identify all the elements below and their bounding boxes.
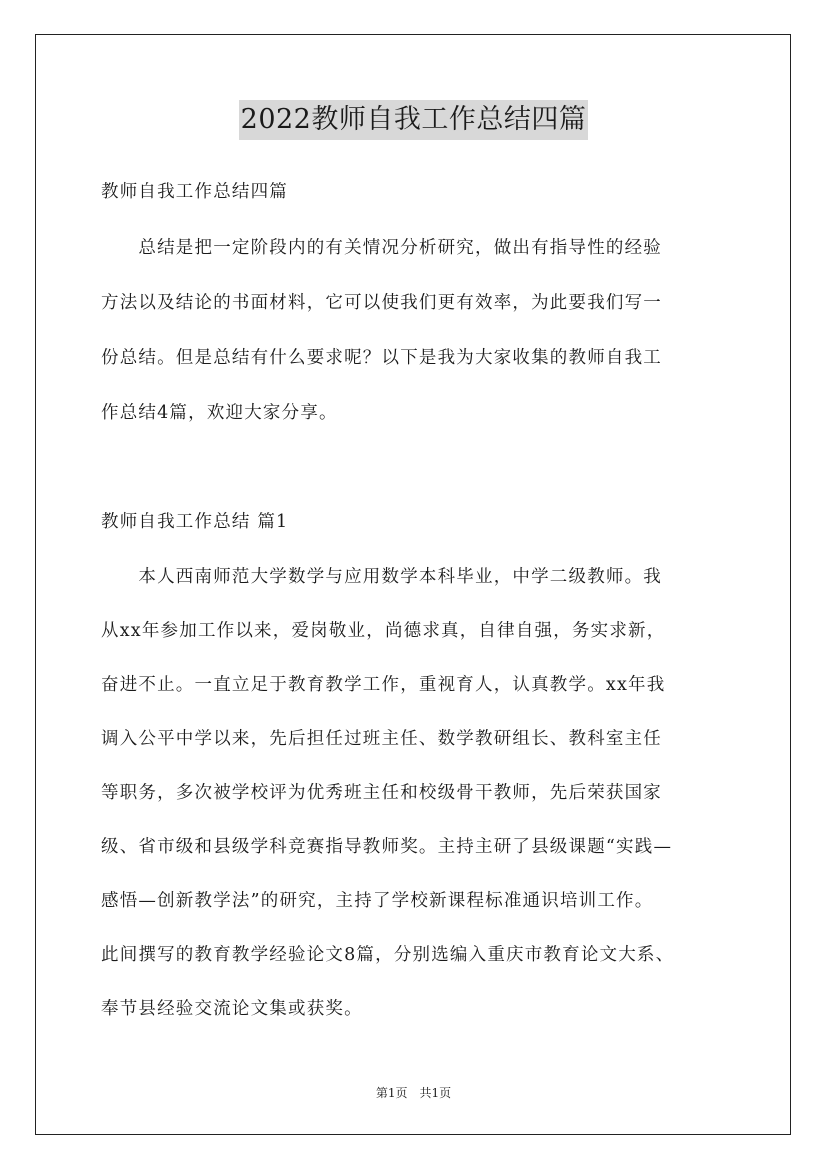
body-line: 本人西南师范大学数学与应用数学本科毕业，中学二级教师。我 [101,567,662,587]
intro-line: 总结是把一定阶段内的有关情况分析研究，做出有指导性的经验 [101,238,662,258]
body-line: 等职务，多次被学校评为优秀班主任和校级骨干教师，先后荣获国家 [101,783,662,803]
body-line: 奋进不止。一直立足于教育教学工作，重视育人，认真教学。xx年我 [101,675,666,695]
title-container [0,100,827,140]
body-line: 奉节县经验交流论文集或获奖。 [101,999,363,1019]
body-line: 感悟—创新教学法”的研究，主持了学校新课程标准通识培训工作。 [101,891,654,911]
page-footer: 第1页 共1页 [375,1086,452,1100]
body-line: 调入公平中学以来，先后担任过班主任、数学教研组长、教科室主任 [101,729,662,749]
section-heading: 教师自我工作总结 篇1 [101,512,289,532]
intro-line: 作总结4篇，欢迎大家分享。 [101,403,338,423]
document-subtitle: 教师自我工作总结四篇 [101,182,288,202]
document-title: 2022教师自我工作总结四篇 [239,100,589,140]
body-line: 此间撰写的教育教学经验论文8篇，分别选编入重庆市教育论文大系、 [101,945,675,965]
intro-line: 份总结。但是总结有什么要求呢？以下是我为大家收集的教师自我工 [101,348,662,368]
intro-line: 方法以及结论的书面材料，它可以使我们更有效率，为此要我们写一 [101,293,662,313]
body-line: 级、省市级和县级学科竞赛指导教师奖。主持主研了县级课题“实践— [101,837,673,857]
body-line: 从xx年参加工作以来，爱岗敬业，尚德求真，自律自强，务实求新， [101,621,666,641]
